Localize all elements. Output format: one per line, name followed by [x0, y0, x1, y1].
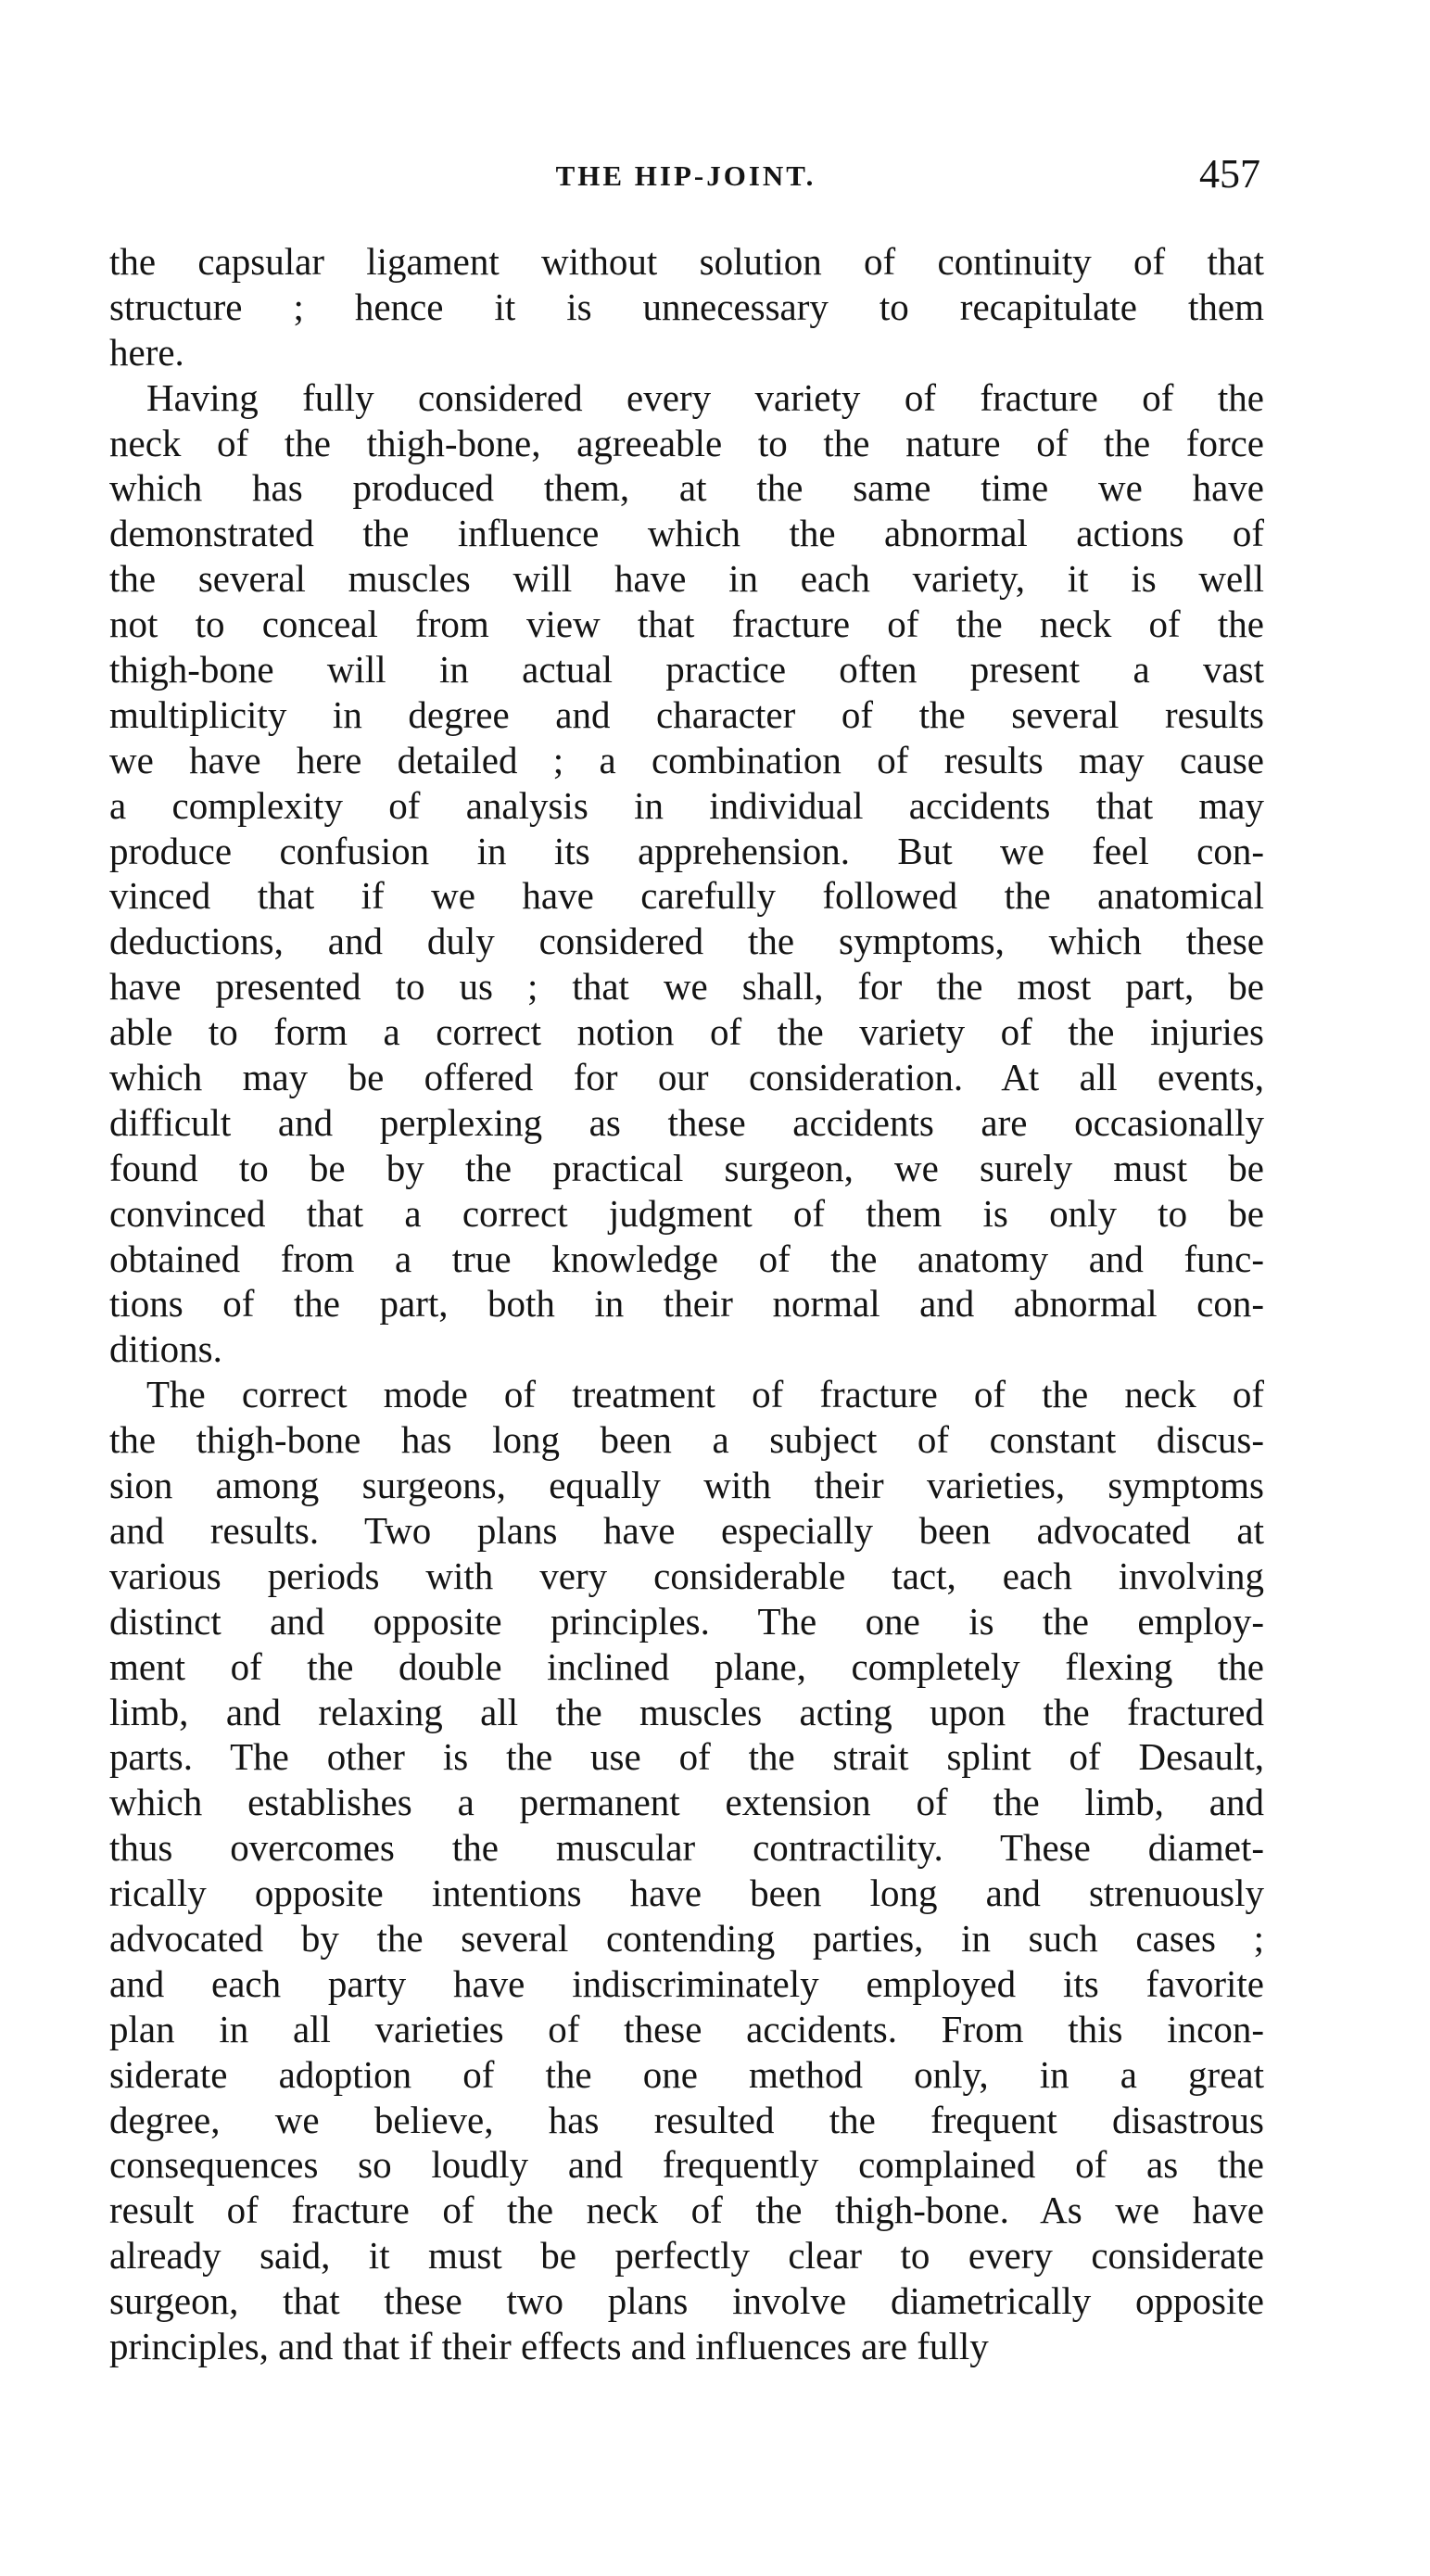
running-title: THE HIP-JOINT. — [555, 159, 816, 192]
text-line: deductions, and duly considered the symptoms, which these — [109, 920, 1264, 963]
text-line: not to conceal from view that fracture of the neck of the — [109, 603, 1264, 646]
text-line: convinced that a correct judgment of them is only to be — [109, 1191, 1264, 1235]
paragraph — [109, 239, 1264, 375]
text-line: the several muscles will have in each variety, it is well — [109, 557, 1264, 601]
text-line: and each party have indiscriminately employed its favorite — [109, 1961, 1264, 2005]
text-line: produce confusion in its apprehension. But we feel con- — [109, 829, 1264, 872]
text-line: the capsular ligament without solution of continuity of that — [109, 240, 1264, 283]
body-text — [109, 239, 1264, 2369]
text-line: consequences so loudly and frequently complained of as the — [109, 2143, 1264, 2187]
running-head — [111, 150, 1260, 206]
paragraph — [109, 375, 1264, 1373]
text-line: various periods with very considerable tact, each involving — [109, 1554, 1264, 1597]
text-line: structure ; hence it is unnecessary to recapitulate them — [109, 285, 1264, 328]
text-line: which has produced them, at the same time we have — [109, 466, 1264, 510]
text-line: principles, and that if their effects and influences are fully — [109, 2324, 989, 2367]
text-line: plan in all varieties of these accidents. From this incon- — [109, 2007, 1264, 2050]
text-line: have presented to us ; that we shall, for the most part, be — [109, 965, 1264, 1009]
text-line: we have here detailed ; a combination of results may cause — [109, 738, 1264, 781]
text-line: thus overcomes the muscular contractility. These diamet- — [109, 1826, 1264, 1870]
text-line: here. — [109, 330, 184, 374]
text-line: surgeon, that these two plans involve diametrically opposite — [109, 2279, 1264, 2323]
text-line: obtained from a true knowledge of the anatomy and func- — [109, 1237, 1264, 1280]
text-line: sion among surgeons, equally with their varieties, symptoms — [109, 1464, 1264, 1507]
text-line: thigh-bone will in actual practice often present a vast — [109, 648, 1264, 692]
text-line: neck of the thigh-bone, agreeable to the nature of the force — [109, 421, 1264, 464]
text-line: advocated by the several contending parties, in such cases ; — [109, 1916, 1264, 1960]
text-line: parts. The other is the use of the strait splint of Desault, — [109, 1735, 1264, 1779]
text-line: multiplicity in degree and character of the several results — [109, 692, 1264, 736]
text-line: and results. Two plans have especially been advocated at — [109, 1508, 1264, 1552]
page-number: 457 — [1199, 151, 1260, 197]
text-line: distinct and opposite principles. The one is the employ- — [109, 1599, 1264, 1643]
text-line: The correct mode of treatment of fracture of the neck of — [146, 1373, 1264, 1416]
text-line: result of fracture of the neck of the thigh-bone. As we have — [109, 2189, 1264, 2232]
text-line: vinced that if we have carefully followed the anatomical — [109, 874, 1264, 918]
text-line: rically opposite intentions have been long and strenuously — [109, 1872, 1264, 1915]
text-line: a complexity of analysis in individual accidents that may — [109, 783, 1264, 827]
text-line: Having fully considered every variety of fracture of the — [146, 375, 1264, 419]
text-line: tions of the part, both in their normal and abnormal con- — [109, 1282, 1264, 1326]
text-line: siderate adoption of the one method only, in a great — [109, 2052, 1264, 2096]
text-line: already said, it must be perfectly clear to every considerate — [109, 2234, 1264, 2278]
paragraph — [109, 1372, 1264, 2369]
text-line: the thigh-bone has long been a subject of constant discus- — [109, 1418, 1264, 1462]
text-line: degree, we believe, has resulted the frequent disastrous — [109, 2098, 1264, 2141]
text-line: able to form a correct notion of the variety of the injuries — [109, 1010, 1264, 1054]
text-line: difficult and perplexing as these accidents are occasionally — [109, 1100, 1264, 1144]
text-line: which may be offered for our consideration. At all events, — [109, 1056, 1264, 1099]
text-line: ditions. — [109, 1327, 222, 1371]
text-line: limb, and relaxing all the muscles acting upon the fractured — [109, 1690, 1264, 1733]
text-line: which establishes a permanent extension of the limb, and — [109, 1781, 1264, 1824]
text-line: found to be by the practical surgeon, we surely must be — [109, 1146, 1264, 1189]
text-line: ment of the double inclined plane, completely flexing the — [109, 1644, 1264, 1688]
text-line: demonstrated the influence which the abnormal actions of — [109, 512, 1264, 555]
